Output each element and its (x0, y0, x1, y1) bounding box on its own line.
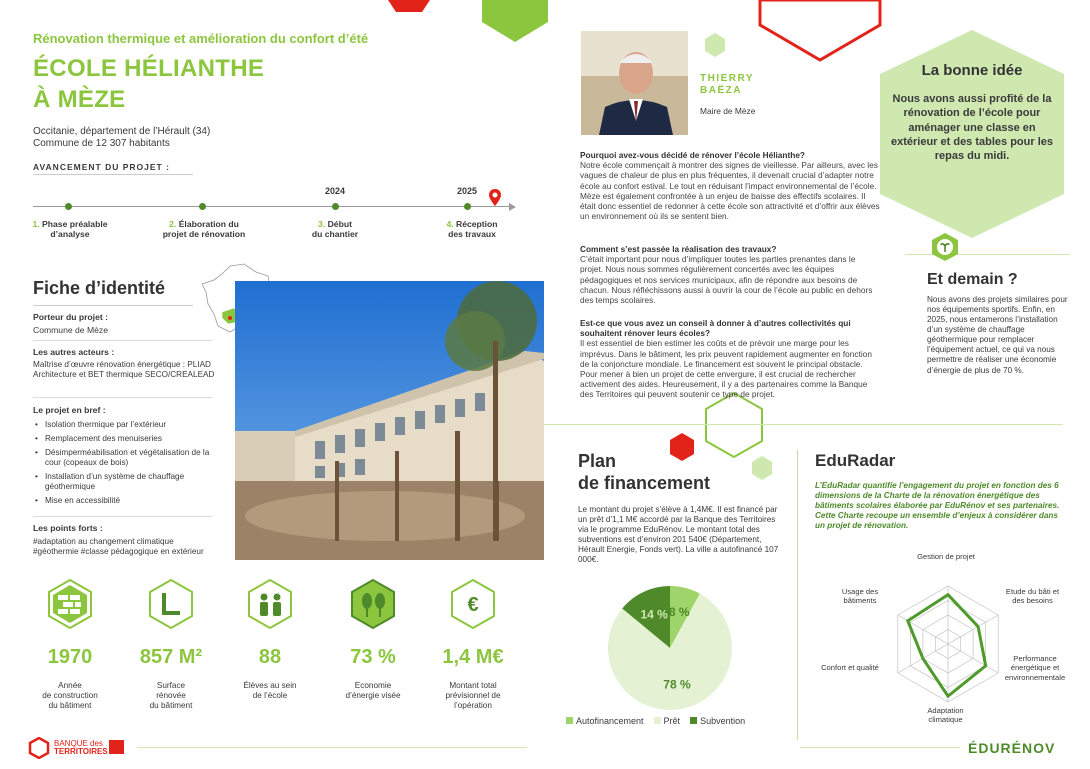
red-hexagon-decor (388, 0, 430, 12)
outline-hexagon-decor (706, 393, 762, 457)
bonne-idee-title: La bonne idée (921, 62, 1023, 79)
demain-title: Et demain ? (927, 271, 1018, 288)
progress-year-2024: 2024 (325, 186, 346, 196)
kpi-label-line: l’opération (454, 700, 492, 710)
progress-year-2025: 2025 (457, 186, 478, 196)
radar-axis-text: Adaptation (927, 706, 964, 715)
interview-question: Pourquoi avez-vous décidé de rénover l’école Hélianthe? (580, 150, 806, 160)
pie-data-label: 8 % (668, 604, 690, 619)
small-hexagon-decor (705, 33, 725, 57)
school-photo (235, 281, 544, 560)
kpi-surface-value: 857 M² (139, 646, 203, 668)
legend-item-subvention (690, 716, 745, 727)
green-hexagon-decor (482, 0, 548, 42)
identity-divider (33, 305, 193, 306)
radar-axis-text: énergétique et (1010, 663, 1060, 673)
radar-axis-label-2 (995, 654, 1075, 682)
kpi-label-line: prévisionnel de (445, 690, 501, 700)
radar-axis-label-1 (995, 587, 1070, 606)
identity-title: Fiche d’identité (33, 278, 166, 298)
interview-answer: C’était important pour nous d’impliquer toutes les parties prenantes dans le projet. Nous nous sommes régulièrement concertés avec les équipes pédagogiques et nos services municipaux, afin de répondre aux besoins de chacun. Nous réfléchissons aussi à ouvrir la cour de l’école au public en dehors des temps scolaires. (580, 254, 873, 306)
kpi-energy-label (323, 681, 423, 701)
mayor-first-name: THIERRY (700, 73, 755, 84)
radar-axis-label-4 (810, 663, 890, 672)
radar-axis-text: Performance (1013, 654, 1057, 663)
radar-axis-label-5 (830, 587, 890, 606)
page-title-line2: À MÈZE (33, 86, 126, 113)
radar-axis-text: Etude du bâti et (1005, 587, 1060, 596)
bref-list (33, 420, 223, 510)
kpi-label-line: rénovée (156, 690, 186, 700)
svg-text:€: € (467, 594, 479, 616)
kpi-label-line: Montant total (449, 681, 497, 690)
brick-wall-icon (49, 580, 91, 628)
forts-label: Les points forts : (33, 523, 103, 533)
radar-axis-text: Confort et qualité (821, 663, 879, 672)
kpi-year-label (20, 681, 120, 711)
progress-step-3-line2: du chantier (311, 229, 359, 240)
interview-block-2 (580, 244, 880, 305)
bref-item: • Désimperméabilisation et végétalisation de la cour (copeaux de bois) (33, 448, 223, 468)
financing-pie-chart (600, 578, 740, 718)
trees-icon (352, 580, 394, 628)
progress-step-1 (20, 219, 120, 240)
acteurs-label: Les autres acteurs : (33, 347, 115, 357)
porteur-value: Commune de Mèze (33, 325, 108, 335)
radar-axis-text: environnementale (1004, 672, 1066, 682)
interview-answer: Notre école commençait à montrer des signes de vieillesse. Par ailleurs, avec les vagues de chaleur de plus en plus fréquentes, il devenait crucial d’adapter notre école au confort estival. Le tout en réduisant l’impact environnemental de l’école. Mèze est également confrontée à un enjeu de baisse des effectifs scolaires. Il était donc essentiel de redonner à cette école son attractivité et d’offrir aux élèves un environnement où ils se sentent bien. (580, 160, 880, 222)
mayor-photo (581, 31, 688, 135)
progress-step-3 (290, 219, 380, 240)
interview-answer: Il est essentiel de bien estimer les coûts et de prévoir une marge pour les imprévus. Dans le bâtiment, les prix peuvent rapidement augmenter en fonction de la conjoncture mondiale. Le financement est souvent le principal obstacle. Pour mener à bien un projet de cette envergure, il est crucial de rechercher activement des aides. Heureusement, il y a des partenaires comme la Banque des Territoires qui peuvent soutenir ce type de projet. (580, 338, 872, 400)
students-icon (249, 580, 291, 628)
radar-axis-label-3 (908, 706, 983, 725)
kpi-amount-value: 1,4 M€ (442, 646, 504, 668)
bonne-idee-text: Nous avons aussi profité de la rénovation de l’école pour aménager une classe en extérieur et des tables pour les repas du midi. (890, 93, 1053, 163)
progress-step-2-number: 2. (169, 219, 177, 229)
pie-data-label: 78 % (663, 677, 691, 692)
forts-value: #adaptation au changement climatique #géothermie #classe pédagogique en extérieur (33, 537, 204, 556)
footer-line-right (800, 747, 960, 748)
kpi-energy-value: 73 % (350, 646, 396, 668)
financement-title-line1: Plan (578, 451, 617, 471)
progress-step-1-line1: Phase préalable (42, 219, 108, 229)
column-divider (797, 450, 798, 740)
bref-item: • Isolation thermique par l’extérieur (33, 420, 223, 430)
kpi-icons (0, 575, 545, 635)
progress-dot-3 (332, 203, 339, 210)
progress-step-1-number: 1. (32, 219, 40, 229)
progress-heading: AVANCEMENT DU PROJET : (33, 162, 170, 172)
partner-logo (109, 740, 124, 754)
kicker: Rénovation thermique et amélioration du confort d’été (33, 31, 369, 46)
progress-step-1-line2: d’analyse (50, 229, 90, 240)
bank-name-line2: TERRITOIRES (54, 747, 108, 757)
kpi-label-line: Année (58, 681, 82, 690)
interview-question: Comment s’est passée la réalisation des travaux? (580, 244, 777, 254)
progress-dot-4 (464, 203, 471, 210)
kpi-label-line: Economie (354, 681, 392, 690)
tiny-hexagon-decor (752, 456, 772, 480)
banque-territoires-logo (28, 737, 50, 759)
progress-dot-2 (199, 203, 206, 210)
kpi-students-label (220, 681, 320, 701)
progress-step-2 (148, 219, 260, 240)
identity-divider-3 (33, 397, 213, 398)
eduradar-text: L’EduRadar quantifie l’engagement du projet en fonction des 6 dimensions de la Charte de la rénovation énergétique des bâtiments scolaires élaborée par EduRénov et ses partenaires. Cette Charte recoupe un ensemble d’enjeux à considérer dans un projet de rénovation. (815, 481, 1060, 531)
identity-divider-4 (33, 516, 213, 517)
pie-data-label: 14 % (640, 607, 668, 622)
kpi-label-line: du bâtiment (149, 700, 193, 710)
radar-axis-text: Usage des (841, 587, 879, 596)
demain-text: Nous avons des projets similaires pour nos équipements sportifs. Enfin, en 2025, nous entamerons l’installation d’un système de chauffage géothermique pour remplacer l’équipement actuel, ce qui va nous permettre de réaliser une économie d’énergie de plus de 70 %. (927, 295, 1068, 375)
eduradar-title: EduRadar (815, 451, 896, 470)
kpi-amount-label (423, 681, 523, 711)
kpi-label-line: de construction (42, 690, 98, 700)
kpi-label-line: d’énergie visée (345, 690, 401, 700)
plant-icon (930, 232, 960, 262)
location-pin-icon (488, 188, 502, 208)
location-line2: Commune de 12 307 habitants (33, 138, 170, 149)
mayor-last-name: BAËZA (700, 85, 742, 96)
kpi-label-line: Élèves au sein (243, 681, 297, 690)
interview-block-1 (580, 150, 880, 221)
radar-shape (908, 595, 986, 697)
financement-title-line2: de financement (578, 473, 711, 493)
progress-dot-1 (65, 203, 72, 210)
bank-name-line1: BANQUE des (54, 739, 103, 748)
progress-step-2-line2: projet de rénovation (162, 229, 246, 240)
legend-item-autofinancement (566, 716, 644, 727)
surface-icon (150, 580, 192, 628)
kpi-label-line: Surface (156, 681, 186, 690)
location-line1: Occitanie, département de l’Hérault (34) (33, 126, 211, 137)
red-small-hexagon-decor (670, 433, 694, 461)
kpi-students-value: 88 (258, 646, 282, 668)
radar-axis-text: Gestion de projet (917, 552, 975, 561)
bank-name (54, 740, 108, 757)
legend-label: Autofinancement (576, 716, 644, 726)
red-outline-hexagon-decor (760, 0, 880, 60)
progress-step-2-line1: Élaboration du (178, 219, 239, 229)
legend-label: Subvention (700, 716, 746, 726)
progress-step-4 (424, 219, 520, 240)
progress-step-4-line2: des travaux (448, 229, 496, 240)
mayor-role: Maire de Mèze (700, 106, 756, 116)
progress-step-4-number: 4. (446, 219, 454, 229)
kpi-label-line: de l’école (252, 690, 288, 700)
kpi-year-value: 1970 (47, 646, 93, 668)
progress-arrow-head (509, 203, 516, 211)
porteur-label: Porteur du projet : (33, 312, 108, 322)
bref-item: • Installation d’un système de chauffage géothermique (33, 472, 223, 492)
progress-step-4-line1: Réception (456, 219, 498, 229)
pie-legend (566, 716, 745, 727)
edurenov-logo: ÉDURÉNOV (968, 740, 1056, 756)
radar-axis-label-0 (896, 552, 996, 561)
kpi-label-line: du bâtiment (48, 700, 92, 710)
interview-block-3 (580, 318, 880, 400)
bref-item: • Mise en accessibilité (33, 496, 223, 506)
bref-item: • Remplacement des menuiseries (33, 434, 223, 444)
progress-line (33, 206, 511, 207)
financement-text: Le montant du projet s’élève à 1,4M€. Il est financé par un prêt d’1,1 M€ accordé par la Banque des Territoires via le programme EduRénov. Le montant total des subventions est d’environ 201 540€ (Département, Hérault Energie, Fonds vert). La ville a autofinancé 107 000€. (578, 505, 779, 564)
progress-step-3-number: 3. (318, 219, 326, 229)
kpi-surface-label (121, 681, 221, 711)
identity-divider-2 (33, 340, 213, 341)
footer-line-left (137, 747, 527, 748)
radar-axis-text: bâtiments (843, 596, 877, 606)
section-divider-mid (543, 424, 1063, 425)
radar-axis-text: des besoins (1012, 596, 1053, 606)
progress-step-3-line1: Début (327, 219, 352, 229)
page-title-line1: ÉCOLE HÉLIANTHE (33, 55, 265, 82)
progress-heading-underline (33, 174, 193, 175)
radar-axis-text: climatique (928, 715, 963, 725)
acteurs-value: Maîtrise d’œuvre rénovation énergétique : PLIAD Architecture et BET thermique SECO/CREALEAD (33, 360, 215, 379)
legend-item-pret (654, 716, 681, 727)
bref-label: Le projet en bref : (33, 405, 106, 415)
legend-label: Prêt (663, 716, 681, 726)
radar-grid (898, 586, 998, 702)
euro-icon (452, 580, 494, 628)
radar-series-shape (908, 595, 986, 697)
interview-question: Est-ce que vous avez un conseil à donner à d’autres collectivités qui souhaitent rénover leurs écoles? (580, 318, 851, 339)
